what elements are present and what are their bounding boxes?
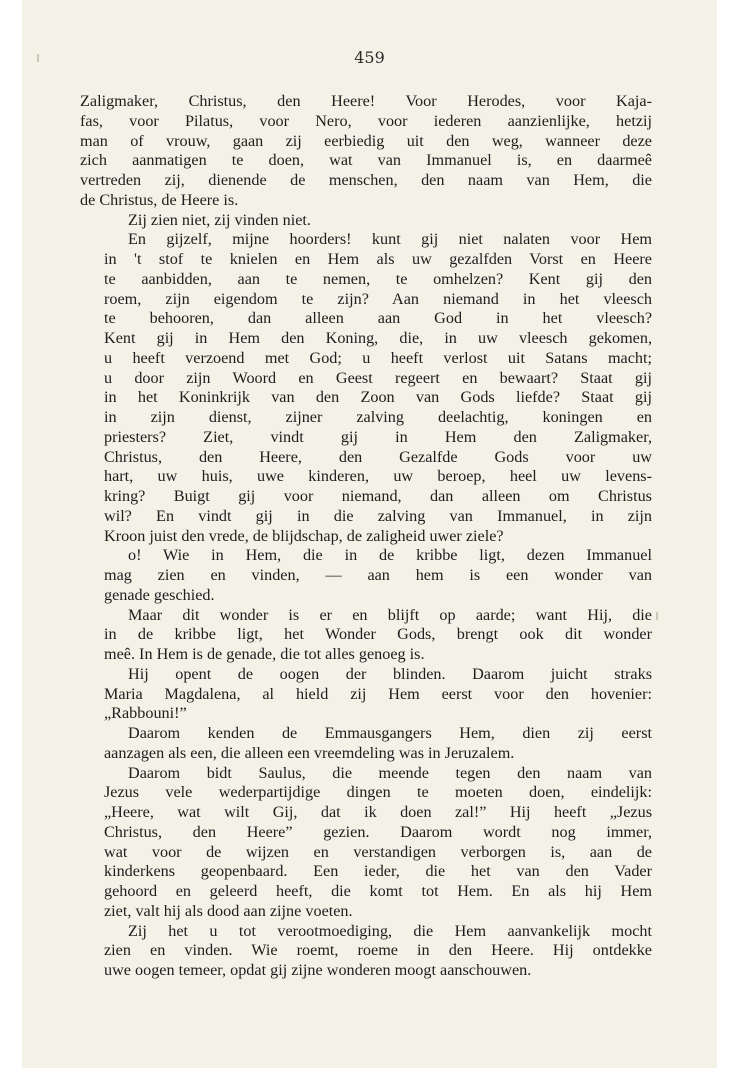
text-line: Jezus vele wederpartijdige dingen te moeten doen, eindelijk: [104,783,652,802]
text-line: gehoord en geleerd heeft, die komt tot Hem. En als hij Hem [104,882,652,900]
text-line: Zij zien niet, zij vinden niet. [128,210,311,229]
text-line: kring? Buigt gij voor niemand, dan alleen om Christus [104,487,652,505]
text-line: zien en vinden. Wie roemt, roeme in den Heere. Hij ontdekke [104,941,652,960]
text-line: wat voor de wijzen en verstandigen verborgen is, aan de [104,842,652,861]
text-line: in het Koninkrijk van den Zoon van Gods liefde? Staat gij [104,388,652,407]
text-line: „Rabbouni!” [104,704,187,723]
text-line: hart, uw huis, uwe kinderen, uw beroep, heel uw levens- [104,467,652,486]
paragraph [80,922,652,981]
text-line: zich aanmatigen te doen, wat van Immanuel is, en daarmeê [80,151,652,170]
text-line: Zaligmaker, Christus, den Heere! Voor Herodes, voor Kaja- [80,92,652,110]
text-line: En gijzelf, mijne hoorders! kunt gij niet nalaten voor Hem [128,230,652,249]
text-line: o! Wie in Hem, die in de kribbe ligt, dezen Immanuel [128,546,652,565]
text-line: Maria Magdalena, al hield zij Hem eerst voor den hovenier: [104,684,652,703]
paragraph [80,546,652,605]
text-line: Daarom bidt Saulus, die meende tegen den naam van [128,763,652,782]
body-text [80,92,652,981]
text-line: fas, voor Pilatus, voor Nero, voor iederen aanzienlijke, hetzij [80,111,652,130]
text-line: ziet, valt hij als dood aan zijne voeten. [104,901,353,920]
text-line: Daarom kenden de Emmausgangers Hem, dien zij eerst [128,724,652,742]
text-line: Zij het u tot verootmoediging, die Hem aanvankelijk mocht [128,921,652,940]
text-line: man of vrouw, gaan zij eerbiedig uit den weg, wanneer deze [80,131,652,150]
text-line: te aanbidden, aan te nemen, te omhelzen? Kent gij den [104,269,652,288]
margin-mark-right [656,612,658,620]
text-line: meê. In Hem is de genade, die tot alles genoeg is. [104,645,425,663]
paragraph [80,665,652,724]
paragraph [80,606,652,665]
text-line: Christus, den Heere, den Gezalfde Gods voor uw [104,447,652,466]
paragraph [80,724,652,764]
text-line: „Heere, wat wilt Gij, dat ik doen zal!” Hij heeft „Jezus [104,803,652,821]
text-line: genade geschied. [104,585,215,604]
text-line: mag zien en vinden, — aan hem is een wonder van [104,566,652,584]
text-line: Kent gij in Hem den Koning, die, in uw vleesch gekomen, [104,329,652,347]
text-line: Kroon juist den vrede, de blijdschap, de zaligheid uwer ziele? [104,526,504,545]
text-line: aanzagen als een, die alleen een vreemdeling was in Jeruzalem. [104,743,515,762]
text-line: Maar dit wonder is er en blijft op aarde; want Hij, die [128,605,652,624]
text-line: Christus, den Heere” gezien. Daarom wordt nog immer, [104,822,652,841]
paragraph [80,230,652,546]
text-line: vertreden zij, dienende de menschen, den naam van Hem, die [80,171,652,189]
text-line: wil? En vindt gij in die zalving van Immanuel, in zijn [104,506,652,525]
page-number: 459 [354,48,385,67]
book-page [22,0,717,1068]
text-line: in zijn dienst, zijner zalving deelachtig, koningen en [104,408,652,426]
text-line: roem, zijn eigendom te zijn? Aan niemand in het vleesch [104,289,652,308]
text-line: u heeft verzoend met God; u heeft verlost uit Satans macht; [104,348,652,367]
paragraph [80,211,652,231]
paragraph [80,764,652,922]
text-line: uwe oogen temeer, opdat gij zijne wonderen moogt aanschouwen. [104,961,532,979]
text-line: de Christus, de Heere is. [80,190,239,209]
text-line: te behooren, dan alleen aan God in het vleesch? [104,309,652,328]
paragraph [80,92,652,211]
text-line: kinderkens geopenbaard. Een ieder, die het van den Vader [104,862,652,881]
text-line: Hij opent de oogen der blinden. Daarom juicht straks [128,664,652,683]
text-line: in de kribbe ligt, het Wonder Gods, brengt ook dit wonder [104,625,652,644]
text-line: u door zijn Woord en Geest regeert en bewaart? Staat gij [104,368,652,387]
text-line: priesters? Ziet, vindt gij in Hem den Zaligmaker, [104,427,652,446]
text-line: in 't stof te knielen en Hem als uw gezalfden Vorst en Heere [104,250,652,268]
